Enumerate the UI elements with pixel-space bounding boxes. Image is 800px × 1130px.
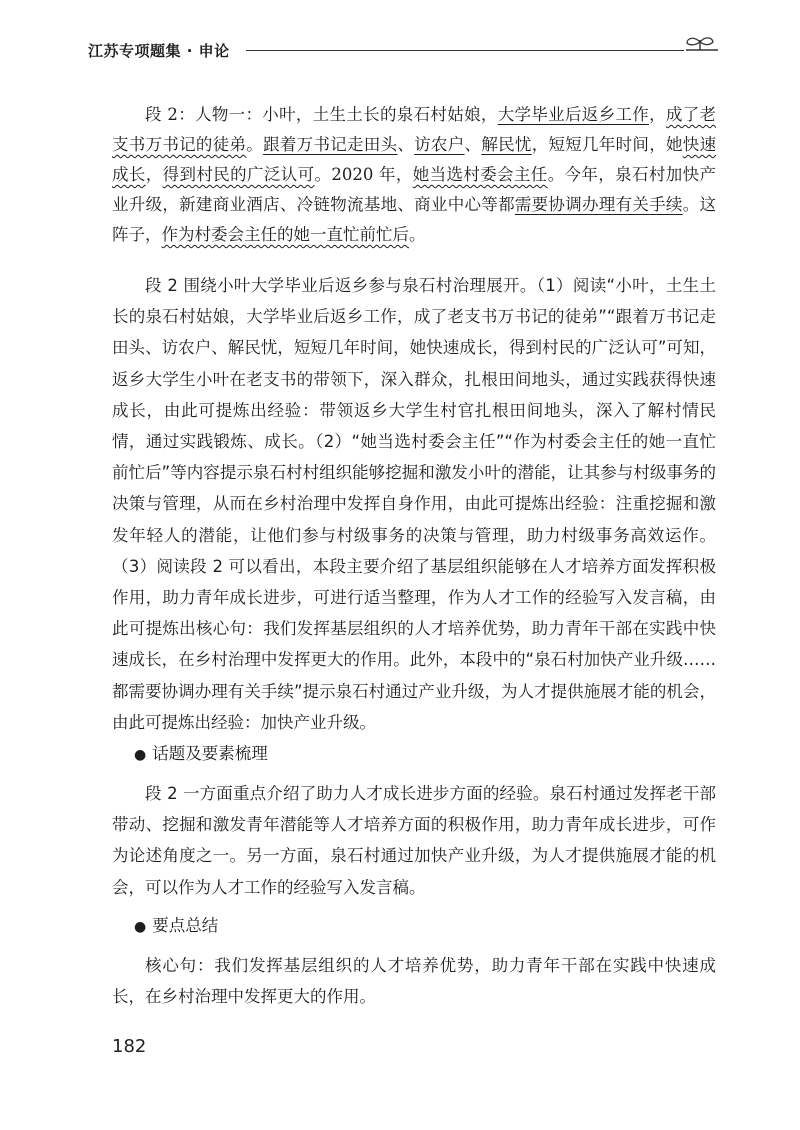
topic-paragraph: 段 2 一方面重点介绍了助力人才成长进步方面的经验。泉石村通过发挥老干部带动、挖掘和激发青年潜能等人才培养方面的积极作用，助力青年成长进步，可作为论述角度之一。另一方面，泉石村通过加快产业升级，为人才提供施展才能的机会，可以作为人才工作的经验写入发言稿。	[112, 784, 716, 897]
passage-text: 、	[397, 135, 415, 154]
passage-text: ，	[145, 165, 163, 184]
analysis-paragraph: 段 2 围绕小叶大学毕业后返乡参与泉石村治理展开。（1）阅读“小叶，土生土长的泉石村姑娘，大学毕业后返乡工作，成了老支书万书记的徒弟”“跟着万书记走田头、访农户、解民忧，短短几年时间，她快速成长，得到村民的广泛认可”可知，返乡大学生小叶在老支书的带领下，深入群众，扎根田间地头，通过实践获得快速成长，由此可提炼出经验：带领返乡大学生村官扎根田间地头，深入了解村情民情，通过实践锻炼、成长。（2）“她当选村委会主任”“作为村委会主任的她一直忙前忙后”等内容提示泉石村村组织能够挖掘和激发小叶的潜能，让其参与村级事务的决策与管理，从而在乡村治理中发挥自身作用，由此可提炼出经验：注重挖掘和激发年轻人的潜能，让他们参与村级事务的决策与管理，助力村级事务高效运作。（3）阅读段 2 可以看出，本段主要介绍了基层组织能够在人才培养方面发挥积极作用，助力青年成长进步，可进行适当整理，作为人才工作的经验写入发言稿，由此可提炼出核心句：我们发挥基层组织的人才培养优势，助力青年干部在实践中快速成长，在乡村治理中发挥更大的作用。此外，本段中的“泉石村加快产业升级……都需要协调办理有关手续”提示泉石村通过产业升级，为人才提供施展才能的机会，由此可提炼出经验：加快产业升级。	[112, 276, 716, 732]
passage-underline: 跟着万书记走田头	[263, 135, 398, 154]
passage-text: 。今年，泉石村加快产业升级，新建商业酒店、冷链物流基地、商业中心等都	[112, 165, 717, 214]
summary-paragraph: 核心句：我们发挥基层组织的人才培养优势，助力青年干部在实践中快速成长，在乡村治理中发挥更大的作用。	[112, 956, 716, 1007]
passage-wavy-underline: 她当选村委会主任	[412, 165, 548, 184]
sprout-icon	[678, 34, 720, 64]
header-rule	[246, 50, 684, 51]
topic-heading-text: 话题及要素梳理	[152, 744, 268, 763]
passage-underline: 大学毕业后返乡工作	[497, 105, 650, 124]
passage-text: 。2020 年，	[314, 165, 413, 184]
bullet-icon: ●	[134, 747, 147, 763]
summary-heading-text: 要点总结	[152, 916, 219, 935]
passage-paragraph	[112, 100, 716, 250]
passage-text: 。这阵子，	[112, 195, 717, 244]
passage-text: 、	[464, 135, 482, 154]
passage-underline: 需要协调办理有关手续	[514, 195, 683, 214]
passage-text: 段 2：人物一：小叶，土生土长的泉石村姑娘，	[145, 105, 498, 124]
passage-wavy-underline: 得到村民的广泛认可	[162, 165, 315, 184]
source-passage	[112, 100, 716, 250]
passage-text: 。	[246, 135, 264, 154]
bullet-icon: ●	[134, 919, 147, 935]
passage-wavy-underline: 作为村委会主任的她一直忙前忙后	[161, 225, 409, 244]
passage-underline: 解民忧	[481, 135, 532, 154]
topic-heading	[134, 740, 268, 764]
passage-text: 。	[409, 225, 426, 244]
book-title: 江苏专项题集 · 申论	[88, 42, 230, 60]
page-number: 182	[112, 1036, 147, 1057]
summary-heading	[134, 912, 218, 936]
topic-section	[112, 778, 716, 903]
passage-wavy-underline: 快速成长	[112, 135, 717, 184]
passage-text: ，短短几年时间，她	[531, 135, 683, 154]
analysis-section	[112, 270, 716, 738]
passage-underline: 访农户	[414, 135, 465, 154]
passage-text: ，	[649, 105, 666, 124]
running-header	[88, 36, 718, 66]
summary-section	[112, 950, 716, 1012]
passage-wavy-underline: 成了老支书万书记的徒弟	[112, 105, 717, 154]
